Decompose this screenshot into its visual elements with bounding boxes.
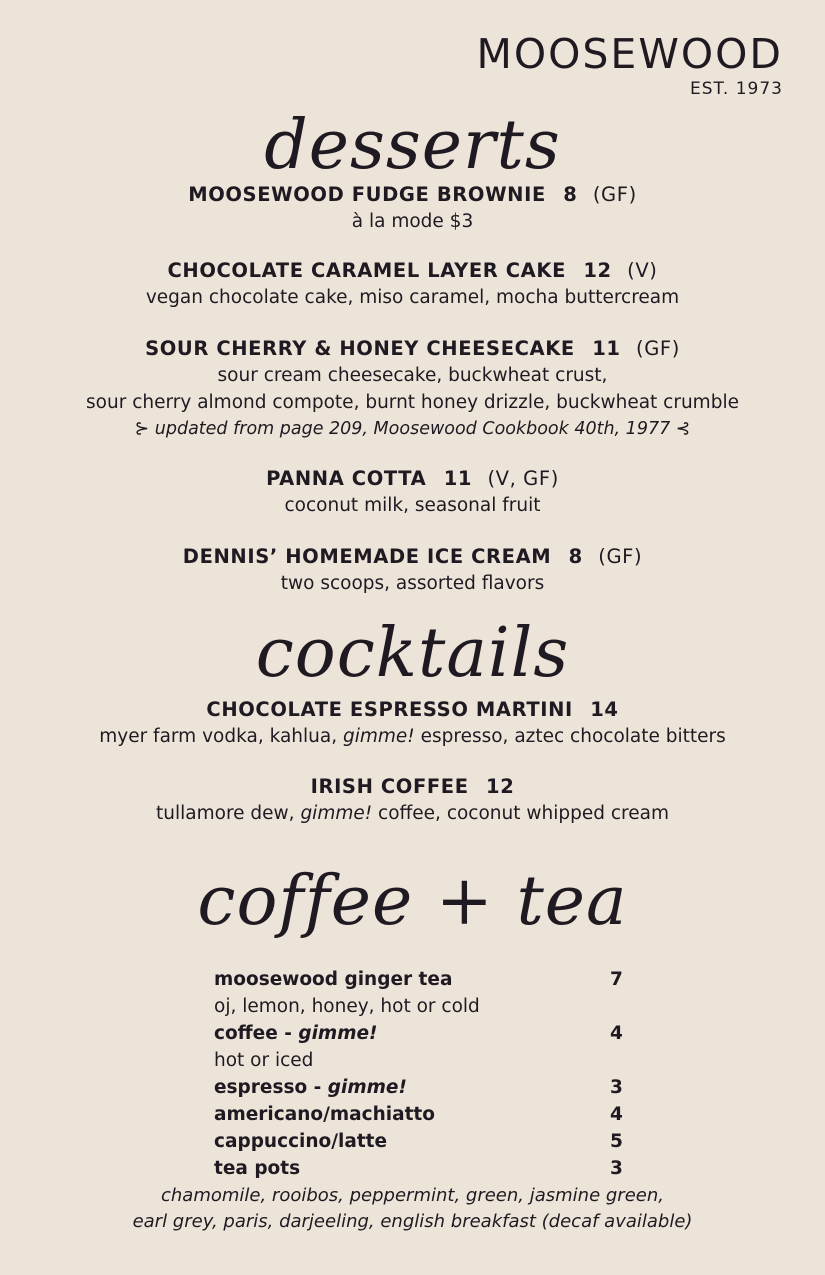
dessert-item <box>0 545 825 597</box>
item-description: vegan chocolate cake, miso caramel, mocha buttercream <box>145 287 680 308</box>
coffee-tea-list <box>214 966 634 1182</box>
coffee-item <box>214 1128 634 1155</box>
item-description: sour cherry almond compote, burnt honey drizzle, buckwheat crumble <box>86 392 739 413</box>
desc-brand: gimme! <box>343 726 415 747</box>
dessert-item <box>0 337 825 442</box>
name-brand: gimme! <box>327 1077 407 1098</box>
dessert-item <box>0 467 825 519</box>
coffee-item <box>214 966 634 993</box>
name-text: espresso - <box>214 1077 328 1098</box>
item-name: CHOCOLATE ESPRESSO MARTINI <box>206 698 573 721</box>
coffee-item <box>214 1074 634 1101</box>
dessert-item <box>0 259 825 311</box>
desc-text: myer farm vodka, kahlua, <box>99 726 343 747</box>
item-name: DENNIS’ HOMEMADE ICE CREAM <box>182 545 552 568</box>
item-price: 11 <box>592 337 621 360</box>
desc-text: espresso, aztec chocolate bitters <box>414 726 726 747</box>
item-price: 12 <box>583 259 612 282</box>
section-title-desserts: desserts <box>264 106 561 185</box>
section-title-cocktails: cocktails <box>255 614 570 693</box>
name-text: coffee - <box>214 1023 299 1044</box>
item-note: ⊱ updated from page 209, Moosewood Cookbook 40th, 1977 ⊰ <box>134 419 691 439</box>
dessert-item <box>0 183 825 235</box>
item-description: two scoops, assorted flavors <box>280 573 545 594</box>
item-name: PANNA COTTA <box>266 467 427 490</box>
section-title-coffee-tea: coffee + tea <box>197 862 628 941</box>
item-price: 11 <box>443 467 473 490</box>
coffee-item <box>214 1020 634 1047</box>
item-diet: (GF) <box>592 183 637 206</box>
item-diet: (V) <box>627 259 658 282</box>
coffee-item <box>214 1155 634 1182</box>
cocktail-item <box>0 775 825 827</box>
tea-pot-flavors <box>0 1183 825 1235</box>
desc-text: coffee, coconut whipped cream <box>372 803 669 824</box>
item-price: 12 <box>486 775 515 798</box>
item-description: hot or iced <box>214 1050 314 1071</box>
brand-name: MOOSEWOOD <box>476 30 783 78</box>
cocktail-item <box>0 698 825 750</box>
item-description: sour cream cheesecake, buckwheat crust, <box>217 365 608 386</box>
item-price: 7 <box>610 969 623 990</box>
item-name <box>214 1074 407 1101</box>
item-description: coconut milk, seasonal fruit <box>284 495 541 516</box>
item-name: americano/machiatto <box>214 1104 435 1125</box>
item-price: 3 <box>610 1158 623 1179</box>
brand-established: EST. 1973 <box>690 79 783 99</box>
item-name: cappuccino/latte <box>214 1131 388 1152</box>
item-description <box>0 723 825 750</box>
item-description: à la mode $3 <box>351 211 474 232</box>
item-name: IRISH COFFEE <box>310 775 469 798</box>
item-name: tea pots <box>214 1158 301 1179</box>
item-description: oj, lemon, honey, hot or cold <box>214 996 480 1017</box>
brand-header <box>476 30 783 99</box>
item-diet: (GF) <box>598 545 643 568</box>
item-name: moosewood ginger tea <box>214 969 453 990</box>
item-name <box>214 1020 377 1047</box>
item-name: CHOCOLATE CARAMEL LAYER CAKE <box>167 259 566 282</box>
item-price: 5 <box>610 1131 623 1152</box>
coffee-item <box>214 1101 634 1128</box>
item-diet: (V, GF) <box>487 467 559 490</box>
item-price: 8 <box>568 545 583 568</box>
item-price: 4 <box>610 1104 623 1125</box>
item-price: 14 <box>590 698 619 721</box>
desc-text: tullamore dew, <box>156 803 301 824</box>
item-diet: (GF) <box>635 337 680 360</box>
desc-brand: gimme! <box>300 803 373 824</box>
item-name: SOUR CHERRY & HONEY CHEESECAKE <box>145 337 575 360</box>
tea-note-line: chamomile, rooibos, peppermint, green, jasmine green, <box>161 1185 664 1206</box>
tea-note-line: earl grey, paris, darjeeling, english breakfast (decaf available) <box>132 1211 693 1232</box>
item-price: 4 <box>610 1023 623 1044</box>
item-price: 8 <box>563 183 578 206</box>
item-name: MOOSEWOOD FUDGE BROWNIE <box>188 183 546 206</box>
item-price: 3 <box>610 1077 623 1098</box>
item-description <box>0 800 825 827</box>
name-brand: gimme! <box>298 1023 378 1044</box>
